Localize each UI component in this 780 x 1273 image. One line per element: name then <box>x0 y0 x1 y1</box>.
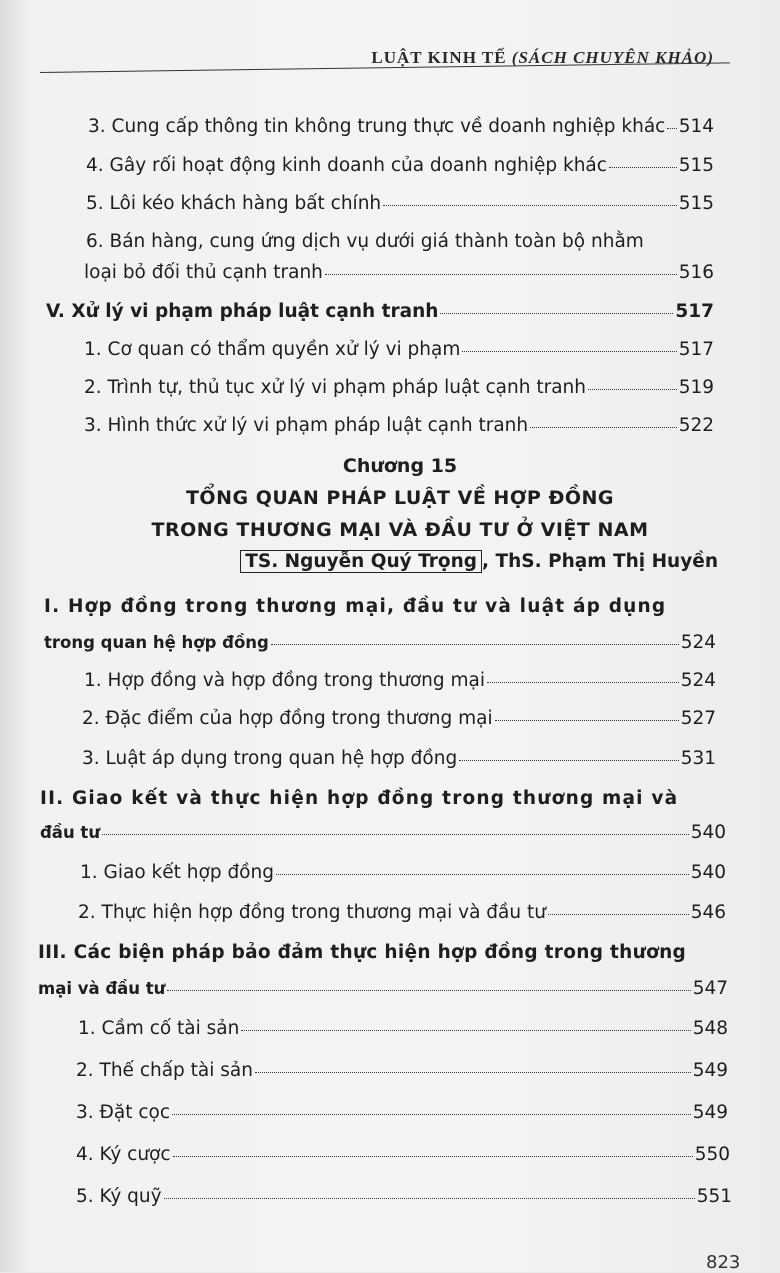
leader-dots <box>276 874 689 875</box>
toc-entry-text: 2. Trình tự, thủ tục xử lý vi phạm pháp luật cạnh tranh <box>84 377 586 398</box>
toc-section[interactable] <box>46 301 714 322</box>
toc-entry[interactable] <box>86 193 714 214</box>
toc-entry-text: 2. Đặc điểm của hợp đồng trong thương mại <box>82 708 493 729</box>
toc-section-text: đầu tư <box>40 823 101 842</box>
leader-dots <box>530 427 677 428</box>
toc-entry[interactable] <box>84 415 714 436</box>
toc-entry-page: 551 <box>696 1186 732 1207</box>
chapter-authors <box>240 551 718 572</box>
toc-entry[interactable] <box>84 377 714 398</box>
toc-entry[interactable] <box>84 339 714 360</box>
author-secondary: ThS. Phạm Thị Huyền <box>495 551 718 572</box>
leader-dots <box>588 389 677 390</box>
toc-entry[interactable] <box>76 1102 728 1123</box>
toc-entry[interactable] <box>84 262 714 283</box>
toc-entry-page: 524 <box>680 670 716 691</box>
toc-entry[interactable] <box>78 902 726 923</box>
leader-dots <box>102 834 689 835</box>
leader-dots <box>255 1072 691 1073</box>
toc-entry[interactable] <box>76 1060 728 1081</box>
toc-section-page: 540 <box>690 822 726 843</box>
chapter-title-line2: TRONG THƯƠNG MẠI VÀ ĐẦU TƯ Ở VIỆT NAM <box>151 519 649 541</box>
leader-dots <box>173 1156 693 1157</box>
toc-section-line1: III. Các biện pháp bảo đảm thực hiện hợp đồng trong thương <box>38 942 687 963</box>
toc-entry-text: 2. Thực hiện hợp đồng trong thương mại và đầu tư <box>78 902 546 923</box>
toc-entry[interactable] <box>80 862 726 883</box>
toc-section-text: trong quan hệ hợp đồng <box>44 633 269 652</box>
toc-entry-text: 1. Hợp đồng và hợp đồng trong thương mại <box>84 670 486 691</box>
toc-section-text: V. Xử lý vi phạm pháp luật cạnh tranh <box>46 301 439 322</box>
toc-entry-page: 519 <box>678 377 714 398</box>
leader-dots <box>167 990 690 991</box>
toc-section-page: 547 <box>692 978 728 999</box>
toc-entry-text: 5. Ký quỹ <box>76 1186 162 1207</box>
toc-entry-page: 550 <box>694 1144 730 1165</box>
toc-entry-page: 517 <box>678 339 714 360</box>
leader-dots <box>325 274 677 275</box>
toc-section-line1: I. Hợp đồng trong thương mại, đầu tư và luật áp dụng <box>44 596 667 617</box>
toc-entry[interactable] <box>76 1144 730 1165</box>
toc-entry-page: 540 <box>690 862 726 883</box>
toc-section-page: 517 <box>675 301 714 322</box>
toc-entry-text: 1. Giao kết hợp đồng <box>80 862 274 883</box>
toc-section-page: 524 <box>680 632 716 653</box>
toc-entry[interactable] <box>86 155 714 176</box>
toc-entry-page: 548 <box>692 1018 728 1039</box>
toc-section[interactable] <box>44 632 716 653</box>
leader-dots <box>459 760 678 761</box>
leader-dots <box>164 1198 695 1199</box>
header-subtitle: (SÁCH CHUYÊN KHẢO) <box>511 48 714 67</box>
page-number: 823 <box>706 1252 741 1273</box>
toc-entry[interactable] <box>88 116 714 137</box>
toc-entry[interactable] <box>84 670 716 691</box>
leader-dots <box>495 720 679 721</box>
toc-entry-text: loại bỏ đối thủ cạnh tranh <box>84 262 323 283</box>
toc-section-line1: II. Giao kết và thực hiện hợp đồng trong thương mại và <box>40 788 679 809</box>
toc-entry-page: 522 <box>678 415 714 436</box>
toc-entry-text: 4. Gây rối hoạt động kinh doanh của doanh nghiệp khác <box>86 155 607 176</box>
toc-section[interactable] <box>40 822 726 843</box>
toc-entry-page: 527 <box>680 708 716 729</box>
toc-entry-text: 3. Hình thức xử lý vi phạm pháp luật cạnh tranh <box>84 415 529 436</box>
leader-dots <box>548 914 689 915</box>
chapter-number: Chương 15 <box>342 455 458 477</box>
leader-dots <box>487 682 679 683</box>
toc-section[interactable] <box>38 978 728 999</box>
header-book-title: LUẬT KINH TẾ <box>371 48 507 67</box>
toc-entry-page: 531 <box>680 748 716 769</box>
toc-entry-page: 546 <box>690 902 726 923</box>
toc-entry-text: 1. Cơ quan có thẩm quyền xử lý vi phạm <box>84 339 461 360</box>
toc-entry-text: 3. Luật áp dụng trong quan hệ hợp đồng <box>82 748 458 769</box>
toc-entry-text: 4. Ký cược <box>76 1144 171 1165</box>
leader-dots <box>609 167 677 168</box>
leader-dots <box>271 644 679 645</box>
toc-entry-page: 515 <box>678 193 714 214</box>
leader-dots <box>667 128 676 129</box>
toc-entry-text: 1. Cầm cố tài sản <box>78 1018 240 1039</box>
toc-entry-page: 549 <box>692 1102 728 1123</box>
author-separator: , <box>482 551 496 572</box>
leader-dots <box>462 351 676 352</box>
toc-entry-page: 514 <box>678 116 714 137</box>
leader-dots <box>383 205 677 206</box>
toc-entry-page: 515 <box>678 155 714 176</box>
toc-entry-text: 5. Lôi kéo khách hàng bất chính <box>86 193 382 214</box>
author-primary: TS. Nguyễn Quý Trọng <box>240 550 482 573</box>
toc-entry[interactable] <box>78 1018 728 1039</box>
toc-section-text: mại và đầu tư <box>38 979 166 998</box>
toc-entry[interactable] <box>76 1186 732 1207</box>
leader-dots <box>241 1030 690 1031</box>
toc-entry-text: 3. Đặt cọc <box>76 1102 170 1123</box>
toc-entry-page: 516 <box>678 262 714 283</box>
toc-entry-text-line1: 6. Bán hàng, cung ứng dịch vụ dưới giá thành toàn bộ nhằm <box>86 231 644 252</box>
leader-dots <box>172 1114 691 1115</box>
toc-entry[interactable] <box>82 708 716 729</box>
toc-entry-text: 3. Cung cấp thông tin không trung thực về doanh nghiệp khác <box>88 116 666 137</box>
toc-entry-page: 549 <box>692 1060 728 1081</box>
leader-dots <box>440 313 673 314</box>
toc-entry-text: 2. Thế chấp tài sản <box>76 1060 253 1081</box>
toc-entry[interactable] <box>82 748 716 769</box>
chapter-title-line1: TỔNG QUAN PHÁP LUẬT VỀ HỢP ĐỒNG <box>185 487 615 509</box>
